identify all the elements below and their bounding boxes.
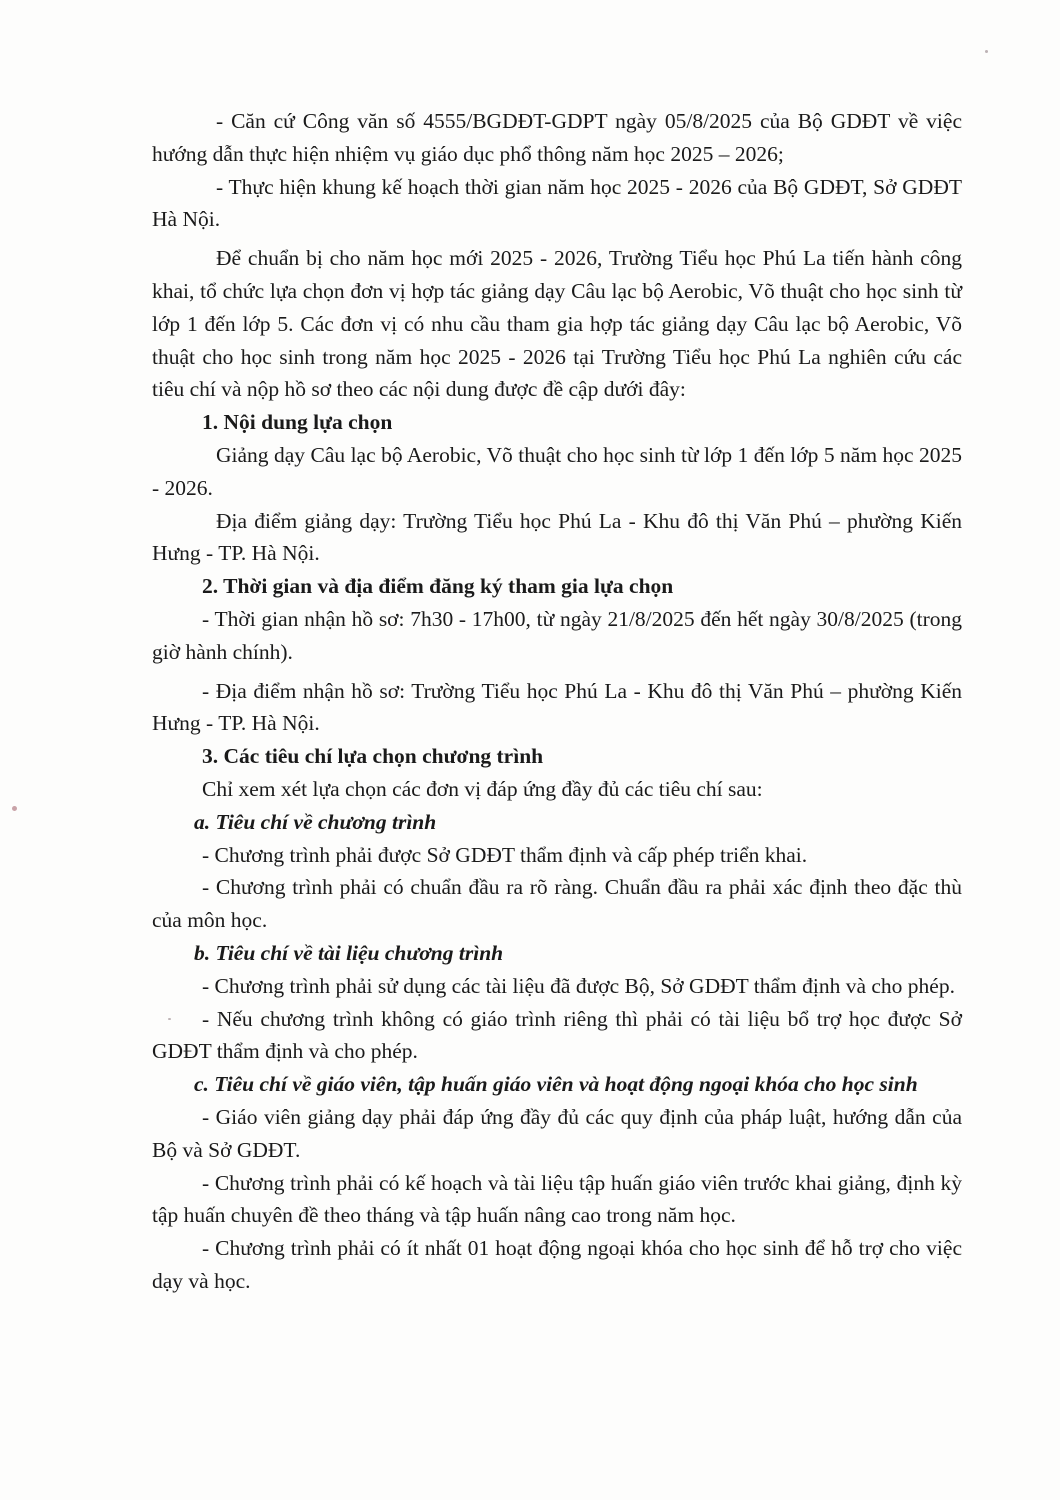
paragraph-criteria-intro: Chỉ xem xét lựa chọn các đơn vị đáp ứng đầy đủ các tiêu chí sau: [202,776,763,801]
paragraph-legal-basis-2: - Thực hiện khung kế hoạch thời gian năm học 2025 - 2026 của Bộ GDĐT, Sở GDĐT Hà Nội. [152,174,962,232]
section-heading-2: 2. Thời gian và địa điểm đăng ký tham gia lựa chọn [202,574,674,599]
paragraph-criteria-b-2: - Nếu chương trình không có giáo trình riêng thì phải có tài liệu bổ trợ học được Sở GDĐT thẩm định và cho phép. [152,1006,962,1064]
subheading-criteria-c: c. Tiêu chí về giáo viên, tập huấn giáo viên và hoạt động ngoại khóa cho học sinh [194,1072,918,1097]
paragraph-teaching-location: Địa điểm giảng dạy: Trường Tiểu học Phú La - Khu đô thị Văn Phú – phường Kiến Hưng - TP. Hà Nội. [152,508,962,566]
paragraph-submission-time: - Thời gian nhận hồ sơ: 7h30 - 17h00, từ ngày 21/8/2025 đến hết ngày 30/8/2025 (trong giờ hành chính). [152,606,962,664]
paper-speck [12,806,17,811]
paragraph-criteria-b-1: - Chương trình phải sử dụng các tài liệu đã được Bộ, Sở GDĐT thẩm định và cho phép. [202,973,955,998]
paragraph-criteria-a-1: - Chương trình phải được Sở GDĐT thẩm định và cấp phép triển khai. [202,842,808,867]
paragraph-legal-basis-1: - Căn cứ Công văn số 4555/BGDĐT-GDPT ngày 05/8/2025 của Bộ GDĐT về việc hướng dẫn thực hiện nhiệm vụ giáo dục phổ thông năm học 2025 – 2026; [152,109,962,166]
section-heading-3: 3. Các tiêu chí lựa chọn chương trình [202,744,544,769]
paragraph-selection-content: Giảng dạy Câu lạc bộ Aerobic, Võ thuật cho học sinh từ lớp 1 đến lớp 5 năm học 2025 - 2026. [152,442,962,500]
section-heading-1: 1. Nội dung lựa chọn [202,410,393,435]
paragraph-criteria-c-3: - Chương trình phải có ít nhất 01 hoạt động ngoại khóa cho học sinh để hỗ trợ cho việc dạy và học. [152,1236,962,1293]
paragraph-criteria-a-2: - Chương trình phải có chuẩn đầu ra rõ ràng. Chuẩn đầu ra phải xác định theo đặc thù của môn học. [152,875,962,933]
paragraph-criteria-c-2: - Chương trình phải có kế hoạch và tài liệu tập huấn giáo viên trước khai giảng, định kỳ tập huấn chuyên đề theo tháng và tập huấn nâng cao trong năm học. [152,1170,962,1228]
stamp-bleed-through [6,720,66,790]
paragraph-criteria-c-1: - Giáo viên giảng dạy phải đáp ứng đầy đủ các quy định của pháp luật, hướng dẫn của Bộ và Sở GDĐT. [152,1104,962,1162]
paper-speck [985,50,988,53]
paragraph-submission-location: - Địa điểm nhận hồ sơ: Trường Tiểu học Phú La - Khu đô thị Văn Phú – phường Kiến Hưng - TP. Hà Nội. [152,678,962,736]
document-body [152,105,962,1298]
subheading-criteria-a: a. Tiêu chí về chương trình [194,809,437,834]
subheading-criteria-b: b. Tiêu chí về tài liệu chương trình [194,940,504,965]
paragraph-introduction: Để chuẩn bị cho năm học mới 2025 - 2026, Trường Tiểu học Phú La tiến hành công khai, tổ chức lựa chọn đơn vị hợp tác giảng dạy Câu lạc bộ Aerobic, Võ thuật cho học sinh từ lớp 1 đến lớp 5. Các đơn vị có nhu cầu tham gia hợp tác giảng dạy Câu lạc bộ Aerobic, Võ thuật cho học sinh trong năm học 2025 - 2026 tại Trường Tiểu học Phú La nghiên cứu các tiêu chí và nộp hồ sơ theo các nội dung được đề cập dưới đây: [152,246,962,402]
